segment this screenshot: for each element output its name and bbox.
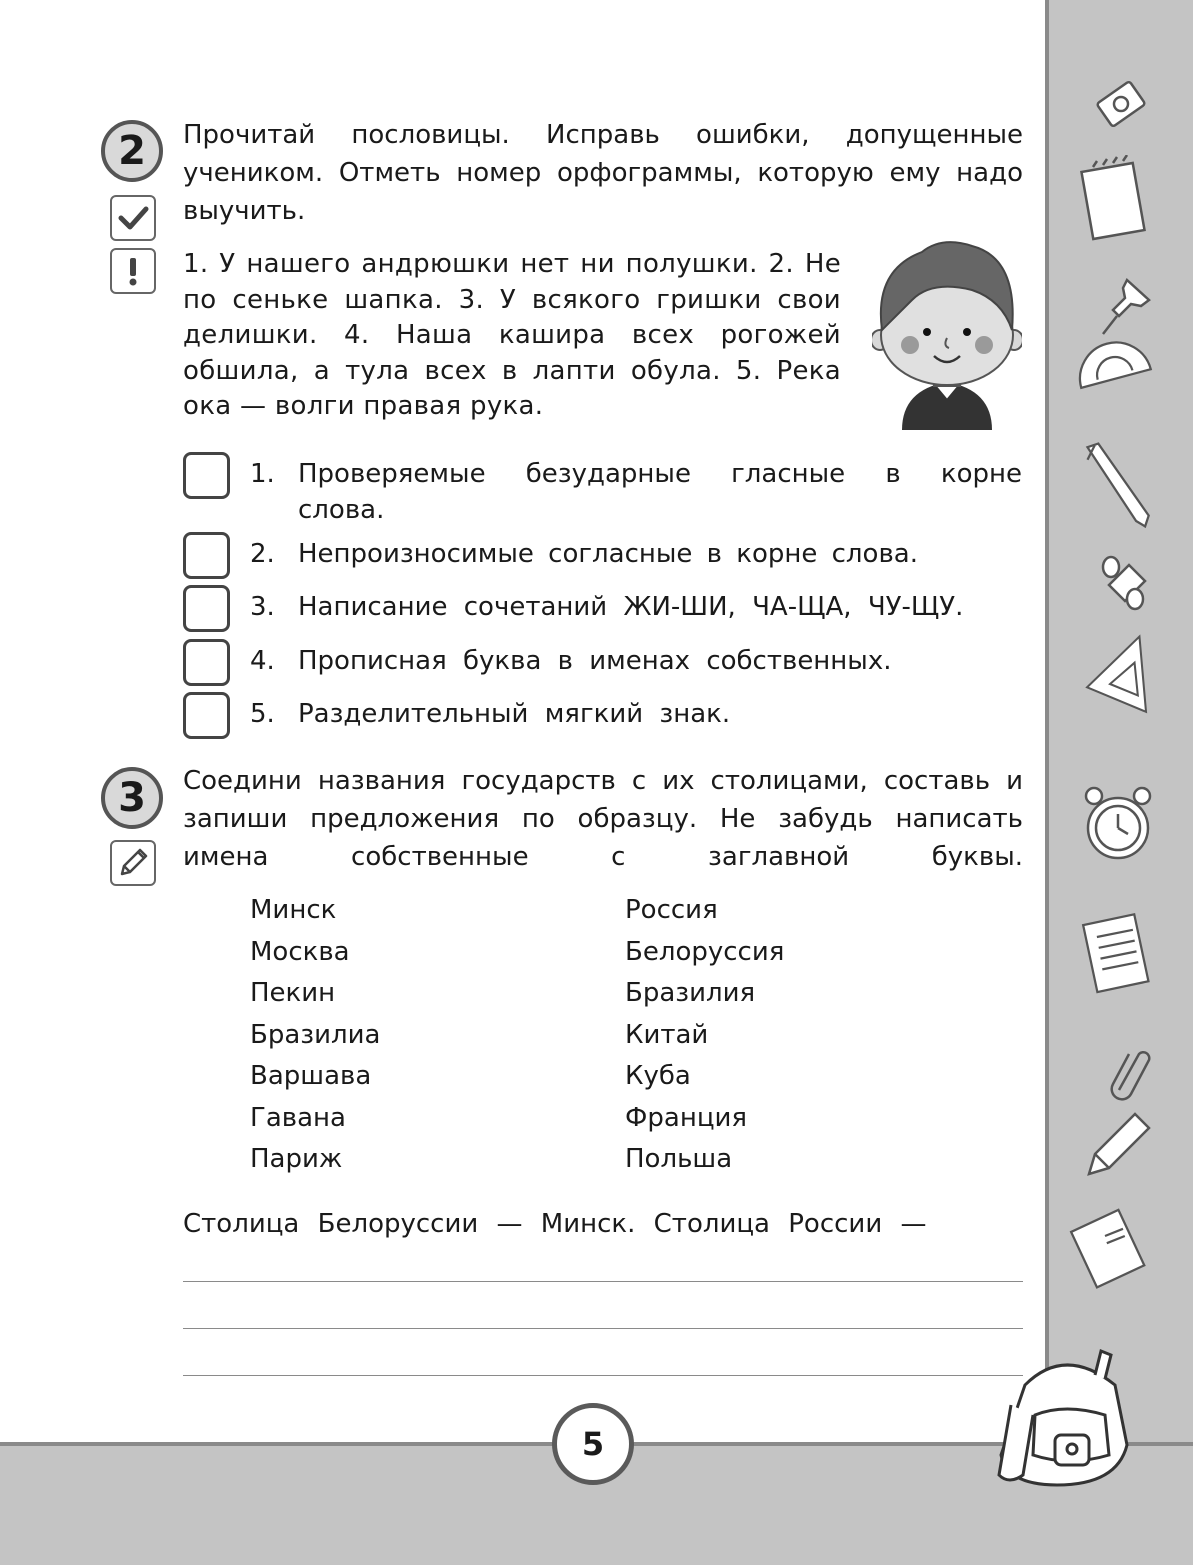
side-decoration-strip xyxy=(1045,0,1193,1565)
capital-item: Бразилиа xyxy=(250,1019,381,1050)
triangle-ruler-icon xyxy=(1074,630,1164,720)
task-number-badge: 3 xyxy=(101,767,163,829)
option-label: Прописная буква в именах собственных. xyxy=(298,646,892,676)
capital-item: Минск xyxy=(250,895,337,925)
country-item: Польша xyxy=(625,1144,733,1174)
option-checkbox[interactable] xyxy=(183,532,230,579)
option-checkbox[interactable] xyxy=(183,639,230,686)
country-item: Франция xyxy=(625,1102,748,1133)
pen-icon xyxy=(1074,440,1164,530)
writing-line[interactable] xyxy=(183,1281,1023,1282)
orthogram-option-4[interactable] xyxy=(183,639,1023,687)
writing-line[interactable] xyxy=(183,1328,1023,1329)
option-label: Непроизносимые согласные в корне слова. xyxy=(298,539,918,569)
page-number: 5 xyxy=(552,1403,634,1485)
alarm-clock-icon xyxy=(1074,780,1164,870)
task3-instruction: Соедини названия государств с их столицами, составь и запиши предложения по образцу. Не забудь написать имена собственные с заглавной буквы. xyxy=(183,766,1023,872)
pencil-marker xyxy=(110,840,156,886)
notepad-icon xyxy=(1071,155,1161,245)
option-label xyxy=(298,456,1022,492)
option-1-wrap: слова. xyxy=(298,495,385,525)
check-marker xyxy=(110,195,156,241)
capital-item: Гавана xyxy=(250,1102,346,1133)
book-icon xyxy=(1069,1200,1159,1290)
option-checkbox[interactable] xyxy=(183,585,230,632)
country-item: Бразилия xyxy=(625,978,756,1008)
capital-item: Париж xyxy=(250,1144,343,1174)
option-number: 2. xyxy=(250,539,275,569)
option-checkbox[interactable] xyxy=(183,692,230,739)
pencil-icon xyxy=(116,846,150,880)
country-item: Россия xyxy=(625,895,718,925)
protractor-icon xyxy=(1071,320,1161,410)
country-item: Куба xyxy=(625,1061,691,1091)
writing-line[interactable] xyxy=(183,1375,1023,1376)
proverbs-text: 1. У нашего андрюшки нет ни полушки. 2. Не по сеньке шапка. 3. У всякого гришки свои делишки. 4. Наша кашира всех рогожей обшила, а тула всех в лапти обула. 5. Река ока — волги правая рука. xyxy=(183,249,841,421)
boy-illustration xyxy=(872,240,1022,435)
option-label: Написание сочетаний ЖИ-ШИ, ЧА-ЩА, ЧУ-ЩУ. xyxy=(298,592,964,622)
orthogram-option-5[interactable] xyxy=(183,692,1023,740)
option-number: 1. xyxy=(250,459,275,489)
task2-instruction: Прочитай пословицы. Исправь ошибки, допущенные учеником. Отметь номер орфограммы, которую ему надо выучить. xyxy=(183,120,1023,226)
binder-clip-icon xyxy=(1089,545,1179,635)
countries-column xyxy=(625,890,784,1181)
orthogram-option-3[interactable] xyxy=(183,585,1023,633)
task-number-badge: 2 xyxy=(101,120,163,182)
backpack-illustration xyxy=(995,1345,1145,1495)
option-label-text: Проверяемые безударные гласные в корне xyxy=(298,459,1022,489)
exclamation-icon xyxy=(115,253,151,289)
capital-item: Варшава xyxy=(250,1061,372,1091)
country-item: Китай xyxy=(625,1019,709,1050)
option-number: 3. xyxy=(250,592,275,622)
pencil-side-icon xyxy=(1079,1100,1169,1190)
capital-item: Пекин xyxy=(250,978,336,1008)
exclamation-marker xyxy=(110,248,156,294)
capital-item: Москва xyxy=(250,936,350,967)
option-label: Разделительный мягкий знак. xyxy=(298,699,731,729)
check-icon xyxy=(115,200,151,236)
capitals-column xyxy=(250,890,380,1181)
option-number: 5. xyxy=(250,699,275,729)
option-number: 4. xyxy=(250,646,275,676)
option-checkbox[interactable] xyxy=(183,452,230,499)
example-sentence: Столица Белоруссии — Минск. Столица России — xyxy=(183,1209,927,1239)
orthogram-option-2[interactable] xyxy=(183,532,1023,580)
spiral-notebook-icon xyxy=(1069,910,1159,1000)
country-item: Белоруссия xyxy=(625,936,785,967)
sharpener-icon xyxy=(1079,60,1169,150)
